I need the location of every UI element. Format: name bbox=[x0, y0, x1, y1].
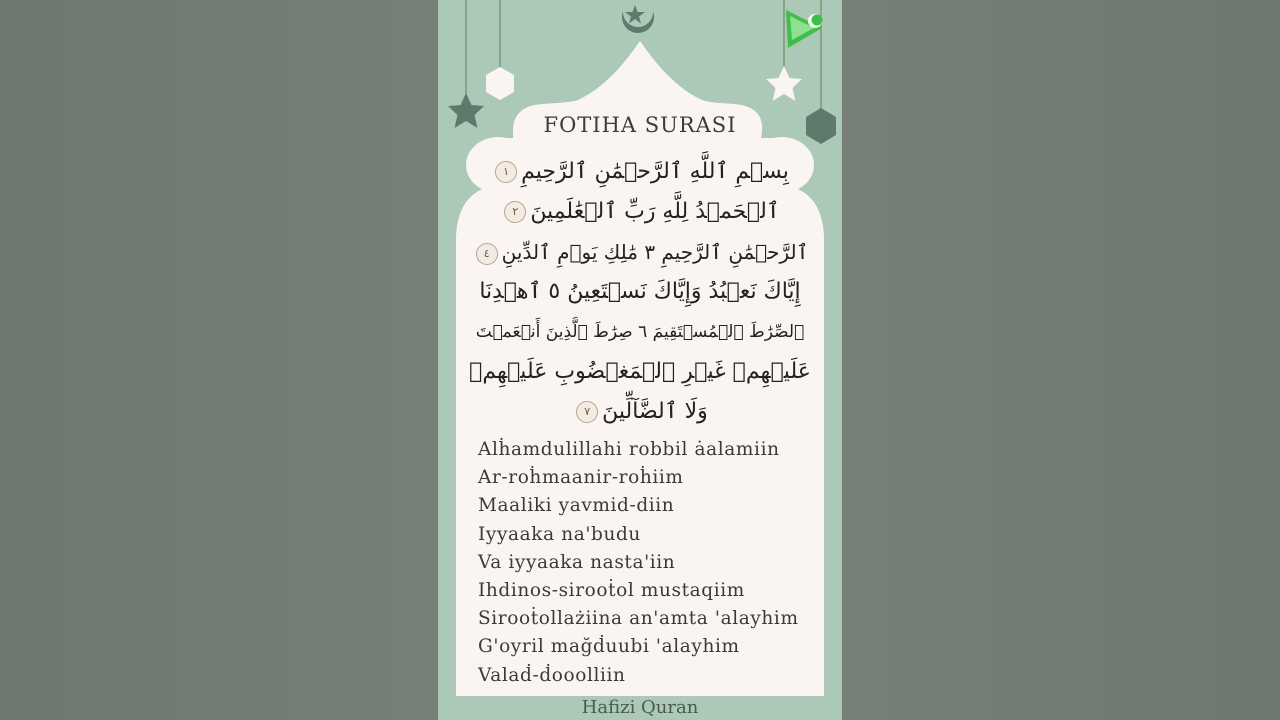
ayah-line: ٱلۡحَمۡدُ لِلَّهِ رَبِّ ٱلۡعَٰلَمِينَ٢ bbox=[468, 192, 812, 232]
ayah-line: وَلَا ٱلضَّآلِّينَ٧ bbox=[468, 392, 812, 432]
transliteration-line: Va iyyaaka nasta'iin bbox=[478, 551, 676, 573]
ayah-line: إِيَّاكَ نَعۡبُدُ وَإِيَّاكَ نَسۡتَعِينُ ٥ ٱهۡدِنَا bbox=[479, 279, 801, 304]
page-title: FOTIHA SURASI bbox=[543, 113, 737, 137]
background-left bbox=[0, 0, 438, 720]
background-right bbox=[842, 0, 1280, 720]
arabic-text-block bbox=[468, 152, 812, 432]
transliteration-line: Sirooṫollażiina an'amta 'alayhim bbox=[478, 608, 799, 630]
ayah-number-icon: ١ bbox=[495, 161, 517, 183]
play-logo-icon bbox=[786, 10, 823, 48]
transliteration-line: Alḣamdulillahi robbil ȧalamiin bbox=[478, 439, 780, 460]
ayah-number-icon: ٧ bbox=[576, 401, 598, 423]
ayah-number-icon: ٢ bbox=[504, 201, 526, 223]
crescent-star-icon bbox=[622, 0, 654, 33]
ayah-line: عَلَيۡهِمۡ غَيۡرِ ٱلۡمَغۡضُوبِ عَلَيۡهِمۡ bbox=[469, 359, 811, 384]
ayah-line: ٱلرَّحۡمَٰنِ ٱلرَّحِيمِ ٣ مَٰلِكِ يَوۡمِ ٱلدِّينِ٤ bbox=[468, 232, 812, 272]
ayah-number-icon: ٤ bbox=[476, 243, 498, 265]
footer-brand: Hafizi Quran bbox=[581, 697, 699, 718]
transliteration-line: Ar-roḣmaanir-roḣiim bbox=[478, 467, 684, 489]
video-frame bbox=[438, 0, 842, 720]
hanging-hexagon-icon bbox=[486, 67, 514, 100]
ayah-line: ٱلصِّرَٰطَ ٱلۡمُسۡتَقِيمَ ٦ صِرَٰطَ ٱلَّذِينَ أَنۡعَمۡتَ bbox=[475, 322, 805, 342]
transliteration-line: Iyyaaka na'budu bbox=[478, 523, 641, 545]
transliteration-line: Ihdinos-sirooṫol mustaqiim bbox=[478, 579, 745, 601]
transliteration-line: G'oyril mağḋuubi 'alayhim bbox=[478, 636, 740, 658]
hanging-star-icon bbox=[766, 66, 802, 101]
transliteration-line: Valaḋ-ḋooolliin bbox=[478, 664, 626, 686]
ayah-line: بِسۡمِ ٱللَّهِ ٱلرَّحۡمَٰنِ ٱلرَّحِيمِ١ bbox=[468, 152, 812, 192]
transliteration-block bbox=[478, 436, 828, 690]
transliteration-line: Maaliki yavmid-diin bbox=[478, 495, 675, 517]
